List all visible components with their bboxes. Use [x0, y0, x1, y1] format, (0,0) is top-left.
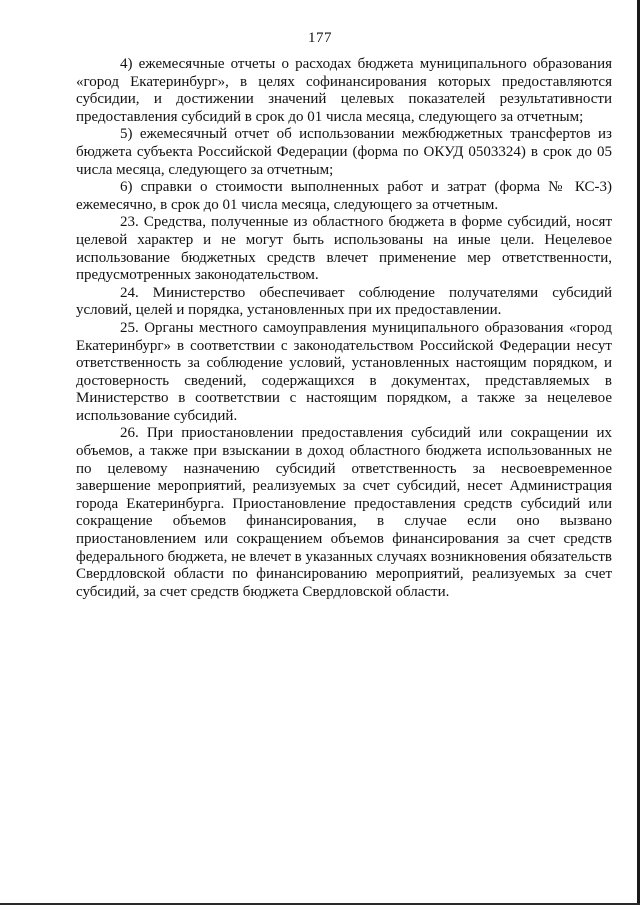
- paragraph-item-6: 6) справки о стоимости выполненных работ и затрат (форма № КС-3) ежемесячно, в срок до 01 числа месяца, следующего за отчетным.: [76, 179, 612, 213]
- paragraph-item-4: 4) ежемесячные отчеты о расходах бюджета муниципального образования «город Екатеринбург», в целях софинансирования которых предоставляются субсидии, и достижении значений целевых показателей результативности предоставления субсидий в срок до 01 числа месяца, следующего за отчетным;: [76, 56, 612, 125]
- paragraph-item-5: 5) ежемесячный отчет об использовании межбюджетных трансфертов из бюджета субъекта Российской Федерации (форма по ОКУД 0503324) в срок до 05 числа месяца, следующего за отчетным;: [76, 126, 612, 178]
- paragraph-clause-26: 26. При приостановлении предоставления субсидий или сокращении их объемов, а также при взыскании в доход областного бюджета использованных не по целевому назначению субсидий ответственность за несвоевременное завершение мероприятий, реализуемых за счет субсидий, несет Администрация города Екатеринбурга. Приостановление предоставления средств субсидий или сокращение объемов финансирования, в случае если оно вызвано приостановлением или сокращением объемов финансирования за счет средств федерального бюджета, не влечет в указанных случаях возникновения обязательств Свердловской области по финансированию мероприятий, реализуемых за счет субсидий, за счет средств бюджета Свердловской области.: [76, 425, 612, 600]
- paragraph-clause-23: 23. Средства, полученные из областного бюджета в форме субсидий, носят целевой характер и не могут быть использованы на иные цели. Нецелевое использование бюджетных средств влечет применение мер ответственности, предусмотренных законодательством.: [76, 214, 612, 284]
- paragraph-clause-25: 25. Органы местного самоуправления муниципального образования «город Екатеринбург» в соответствии с законодательством Российской Федерации несут ответственность за соблюдение условий, установленных настоящим порядком, и достоверность сведений, содержащихся в документах, представляемых в Министерство в соответствии с настоящим порядком, а также за нецелевое использование субсидий.: [76, 319, 612, 424]
- document-body: [76, 56, 612, 601]
- page-number: 177: [308, 30, 332, 46]
- paragraph-clause-24: 24. Министерство обеспечивает соблюдение получателями субсидий условий, целей и порядка, установленных при их предоставлении.: [76, 284, 612, 319]
